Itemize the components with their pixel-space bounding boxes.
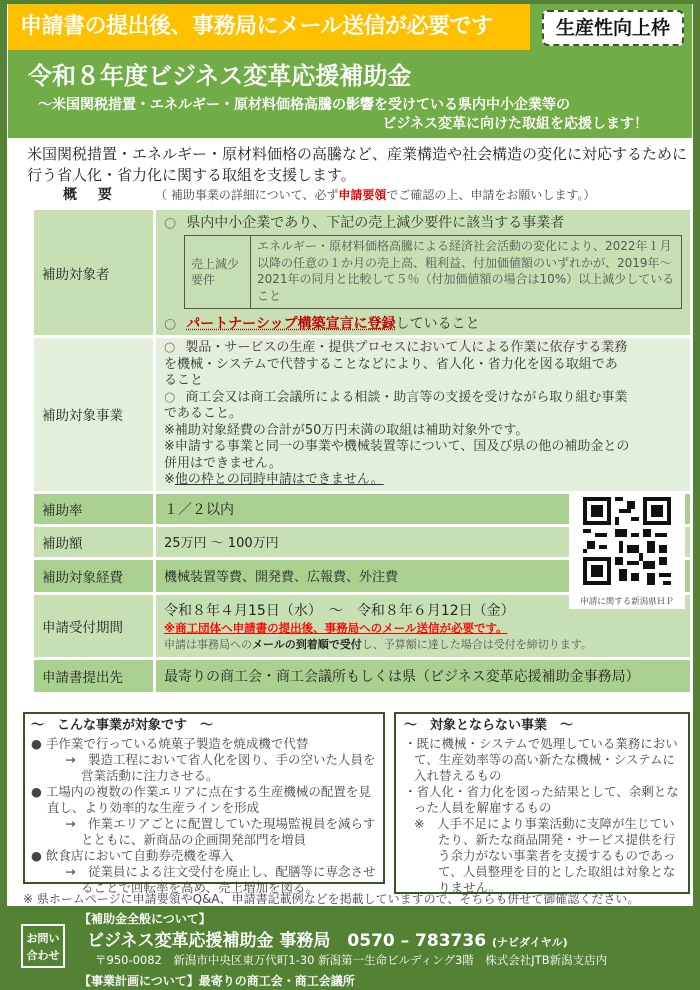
period-red-note: ※商工団体へ申請書の提出後、事務局へのメール送信が必要です。 (164, 620, 508, 635)
example-sub: → 従業員による注文受付を廃止し、配膳等に専念させることで回転率を高め、売上増加を図る。 (65, 864, 376, 895)
business-note: 他の枠との同時申請はできません。 (174, 472, 384, 487)
row-label: 補助対象事業 (34, 338, 156, 491)
navi-dial: (ナビダイヤル) (491, 936, 568, 949)
note-prefix: ※ (164, 472, 175, 487)
row-value: 機械装置等費、開発費、広報費、外注費 (156, 560, 690, 592)
contact-footer (7, 906, 693, 990)
row-label: 補助率 (34, 494, 156, 524)
note-text: （ 補助事業の詳細について、必ず (155, 188, 339, 202)
note-bold: メールの到着順で受付 (252, 637, 362, 651)
page-title: 令和８年度ビジネス変革応援補助金 (28, 62, 412, 90)
note-text: 申請は事務局への (164, 637, 252, 651)
overview-heading: 概 要 (63, 187, 120, 203)
email-required-banner: 申請書の提出後、事務局にメール送信が必要です (8, 4, 530, 50)
example-item: ● 工場内の複数の作業エリアに点在する生産機械の配置を見直し、より効率的な生産ラインを形成 (31, 784, 371, 815)
guidelines-link[interactable]: 申請要領 (338, 188, 387, 202)
inquiry-badge: お問い合わせ (21, 924, 65, 968)
non-target-item: ・既に機械・システムで処理している業務において、生産効率等の高い新たな機械・システムに入れ替えるもの (404, 736, 678, 783)
business-item: 製品・サービスの生産・提供プロセスにおいて人による作業に依存する業務を機械・システムで代替することなどにより、省人化・省力化を図る取組であること (164, 340, 628, 388)
business-note: ※補助対象経費の合計が50万円未満の取組は補助対象外です。 (164, 422, 529, 438)
sales-decline-box (184, 235, 682, 309)
intro-text: 米国関税措置・エネルギー・原材料価格の高騰など、産業構造や社会構造の変化に対応するために行う省人化・省力化に関する取組を支援します。 (27, 145, 688, 184)
row-content (156, 338, 690, 491)
note-text: でご確認の上、申請をお願いします。） (386, 188, 596, 202)
row-label: 補助対象経費 (34, 560, 156, 592)
qr-caption: 申請に関する新潟県ＨＰ (580, 597, 674, 607)
plan-heading: 【事業計画について】最寄りの商工会・商工会議所 (79, 974, 355, 988)
overview-table (34, 207, 690, 695)
row-content (156, 210, 690, 335)
row-label: 補助額 (34, 527, 156, 557)
office-phone (87, 926, 568, 951)
homepage-note: ※ 県ホームページに申請要領やQ&A、申請書記載例などを掲載していますので、そちらも併せて御確認ください。 (23, 892, 640, 906)
target-item: 県内中小企業であり、下記の売上減少要件に該当する事業者 (186, 215, 565, 231)
non-target-item: ・省人化・省力化を図った結果として、余剰となった人員を解雇するもの (404, 784, 679, 815)
subtitle (38, 96, 678, 134)
partnership-link[interactable]: パートナーシップ構築宣言に登録 (186, 316, 396, 332)
non-target-note: ※ 人手不足により事業活動に支障が生じていたり、新たな商品開発・サービス提供を行う余力がない事業者を支援するものであって、人員整理を目的とした取組は対象となりません。 (414, 816, 676, 895)
example-businesses-box (23, 712, 385, 895)
examples-title: ～ こんな事業が対象です ～ (31, 718, 214, 733)
example-item: ● 手作業で行っている焼菓子製造を焼成機で代替 (31, 736, 309, 751)
circle-bullet-icon: ○ (164, 389, 176, 405)
target-item: していること (395, 316, 480, 332)
row-value: 最寄りの商工会・商工会議所もしくは県（ビジネス変革応援補助金事務局） (156, 660, 690, 692)
title-band (8, 4, 692, 138)
non-target-title: ～ 対象とならない事業 ～ (404, 718, 574, 733)
row-value: １／２以内 (156, 494, 690, 524)
row-label: 申請書提出先 (34, 660, 156, 692)
circle-bullet-icon: ○ (164, 316, 177, 332)
req-text: エネルギー・原材料価格高騰による経済社会活動の変化により、2022年１月以降の任意の１か月の売上高、粗利益、付加価値額のいずれかが、2019年～2021年の同月と比較して５％（付加価値額の場合は10%）以上減少していること (257, 239, 675, 303)
req-label: 売上減少要件 (185, 236, 251, 308)
row-value: 25万円 ～ 100万円 (156, 527, 690, 557)
office-address: 〒950-0082 新潟市中央区東万代町1-30 新潟第一生命ビルディング3階 株式会社JTB新潟支店内 (95, 953, 608, 967)
office-name: ビジネス変革応援補助金 事務局 0570 – 783736 (87, 931, 487, 951)
example-sub: → 製造工程において省人化を図り、手の空いた人員を営業活動に注力させる。 (65, 752, 376, 783)
qr-code[interactable] (569, 493, 685, 609)
qr-code-icon (583, 497, 671, 585)
period-value: 令和８年４月15日（水） ～ 令和８年６月12日（金） (164, 602, 515, 619)
subtitle-line-2: ビジネス変革に向けた取組を応援します！ (382, 116, 648, 132)
row-label: 補助対象者 (34, 210, 156, 335)
period-note (164, 636, 682, 652)
example-sub: → 作業エリアごとに配置していた現場監視員を減らすとともに、新商品の企画開発部門を増員 (65, 816, 376, 847)
table-row-submit (34, 660, 690, 692)
example-item: ● 飲食店において自動券売機を導入 (31, 848, 234, 863)
business-note: ※申請する事業と同一の事業や機械装置等について、国及び県の他の補助金との併用はできません。 (164, 439, 630, 471)
subtitle-line-1: ～米国関税措置・エネルギー・原材料価格高騰の影響を受けている県内中小企業等の (38, 97, 570, 113)
note-text: し、予算額に達した場合は受付を締切ります。 (361, 637, 592, 651)
table-row-target (34, 210, 690, 335)
row-label: 申請受付期間 (34, 595, 156, 657)
non-target-box (394, 712, 690, 894)
overview-note (155, 186, 595, 203)
table-row-business (34, 338, 690, 491)
circle-bullet-icon: ○ (164, 215, 177, 231)
business-item: 商工会又は商工会議所による相談・助言等の支援を受けながら取り組む事業であること。 (164, 389, 628, 421)
general-heading: 【補助金全般について】 (79, 912, 211, 926)
productivity-frame-tag: 生産性向上枠 (542, 10, 684, 46)
circle-bullet-icon: ○ (164, 340, 176, 355)
